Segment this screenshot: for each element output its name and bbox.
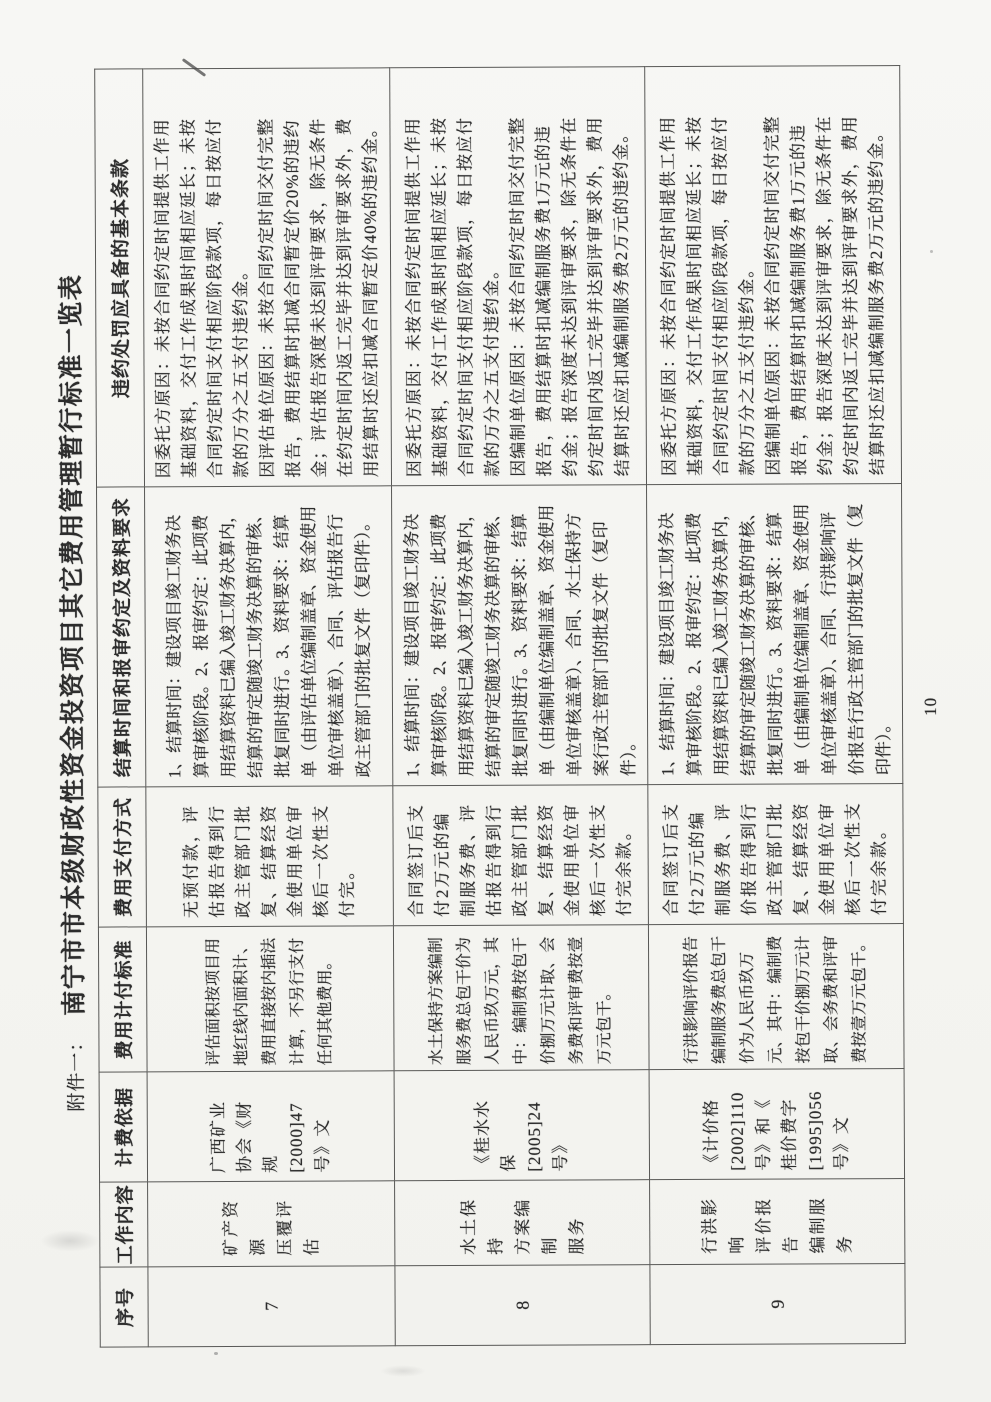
cell-r7-work: 矿产资源 压覆评估	[148, 1181, 395, 1267]
header-fee-basis: 计费依据	[99, 1072, 147, 1182]
cell-r8-breach: 因委托方原因：未按合同约定时间提供工作用 基础资料，交付工作成果时间相应延长；未按 合同约定时间支付相应阶段款项，每日按应付 款的万分之五支付违约金。 因编制单位原因：未按合同约定时间交付完整 报告，费用结算时扣减编制服务费1万元的违 约金；报告深度未达到评审要求，除无条件在 约定时间内返工完毕并达到评审要求外，费用 结算时还应扣减编制服务费2万元的违约金。	[390, 67, 647, 486]
table-row	[390, 67, 651, 1346]
header-settlement-requirements: 结算时间和报审约定及资料要求	[97, 487, 146, 787]
header-work-content: 工作内容	[100, 1182, 148, 1267]
header-fee-standard: 费用计付标准	[98, 927, 147, 1072]
table-header-row	[95, 69, 149, 1347]
fee-standards-table	[94, 65, 906, 1348]
header-payment-method: 费用支付方式	[98, 787, 147, 927]
cell-r9-work: 行洪影响 评价报告 编制服务	[650, 1179, 905, 1265]
page-number: 10	[920, 696, 941, 716]
cell-r7-payment: 无预付款，评 估报告得到行 政主管部门批 复、结算经资 金使用单位审 核后一次性支 付完。	[146, 786, 394, 927]
attachment-label: 附件一：	[66, 1031, 88, 1112]
cell-r9-breach: 因委托方原因：未按合同约定时间提供工作用 基础资料，交付工作成果时间相应延长；未按 合同约定时间支付相应阶段款项，每日按应付 款的万分之五支付违约金。 因编制单位原因：未按合同约定时间交付完整 报告，费用结算时扣减编制服务费1万元的违 约金；报告深度未达到评审要求，除无条件在 约定时间内返工完毕并达到评审要求外，费用 结算时还应扣减编制服务费2万元的违约金。	[645, 66, 902, 485]
header-breach-clauses: 违约处罚应具备的基本条款	[95, 69, 145, 487]
cell-r9-settlement: 1、结算时间：建设项目竣工财务决 算审核阶段。2、报审约定：此项费 用结算资料已编入竣工财务决算内， 结算的审定随竣工财务决算的审核、 批复同时进行。3、资料要求：结算 单（由编制单位编制盖章、资金使用 单位审核盖章）、合同、行洪影响评 价报告行政主管部门的批复文件（复 印件）。	[647, 484, 903, 785]
cell-r7-no: 7	[148, 1266, 395, 1347]
header-serial-no: 序号	[100, 1267, 148, 1347]
cell-r8-settlement: 1、结算时间：建设项目竣工财务决 算审核阶段。2、报审约定：此项费 用结算资料已编入竣工财务决算内， 结算的审定随竣工财务决算的审核、 批复同时进行。3、资料要求：结算 单（由编制单位编制盖章、资金使用 单位审核盖章）、合同、水土保持方 案行政主管部门的批复文件（复印 件）。	[392, 485, 648, 786]
cell-r9-no: 9	[650, 1264, 905, 1345]
cell-r7-basis: 广西矿业 协会《财 规 [2000]47 号》文	[147, 1071, 394, 1182]
table-row	[143, 68, 396, 1347]
cell-r8-basis: 《桂水水 保 [2005]24 号》	[394, 1070, 649, 1181]
table-row	[645, 66, 906, 1345]
cell-r7-breach: 因委托方原因：未按合同约定时间提供工作用 基础资料，交付工作成果时间相应延长；未按 合同约定时间支付相应阶段款项，每日按应付 款的万分之五支付违约金。 因评估单位原因：未按合同约定时间交付完整 报告，费用结算时扣减合同暂定价20%的违约 金；评估报告深度未达到评审要求，除无条件 在约定时间内返工完毕并达到评审要求外，费 用结算时还应扣减合同暂定价40%的违约金。	[143, 68, 392, 487]
cell-r8-standard: 水土保持方案编制 服务费总包干价为 人民币玖万元，其 中：编制费按包干 价捌万元计取、会 务费和评审费按壹 万元包干。	[393, 925, 649, 1071]
cell-r7-standard: 评估面积按项目用 地红线内面积计、 费用直接按内插法 计算，不另行支付 任何其他费用。	[146, 926, 394, 1072]
cell-r8-payment: 合同签订后支 付2万元的编 制服务费、评 估报告得到行 政主管部门批 复、结算经资 金使用单位审 核后一次性支 付完余款。	[393, 785, 649, 926]
cell-r8-no: 8	[395, 1265, 650, 1346]
cell-r9-standard: 行洪影响评价报告 编制服务费总包干 价为人民币玖万 元、其中：编制费 按包干价捌万元计 取、会务费和评审 费按壹万元包干。	[648, 924, 904, 1070]
cell-r7-settlement: 1、结算时间：建设项目竣工财务决 算审核阶段。2、报审约定：此项费 用结算资料已编入竣工财务决算内， 结算的审定随竣工财务决算的审核、 批复同时进行。3、资料要求：结算 单（由评估单位编制盖章、资金使用 单位审核盖章）、合同、评估报告行 政主管部门的批复文件（复印件）。	[145, 486, 393, 787]
cell-r8-work: 水土保持 方案编制 服务	[395, 1180, 650, 1266]
cell-r9-payment: 合同签订后支 付2万元的编 制服务费、评 价报告得到行 政主管部门批 复、结算经资 金使用单位审 核后一次性支 付完余款。	[648, 784, 904, 925]
document-title-row	[51, 274, 91, 1112]
page-title: 南宁市市本级财政性资金投资项目其它费用管理暂行标准一览表	[58, 273, 89, 1016]
cell-r9-basis: 《计价格 [2002]110 号》和《 桂价费字 [1995]056 号》文	[649, 1069, 904, 1180]
